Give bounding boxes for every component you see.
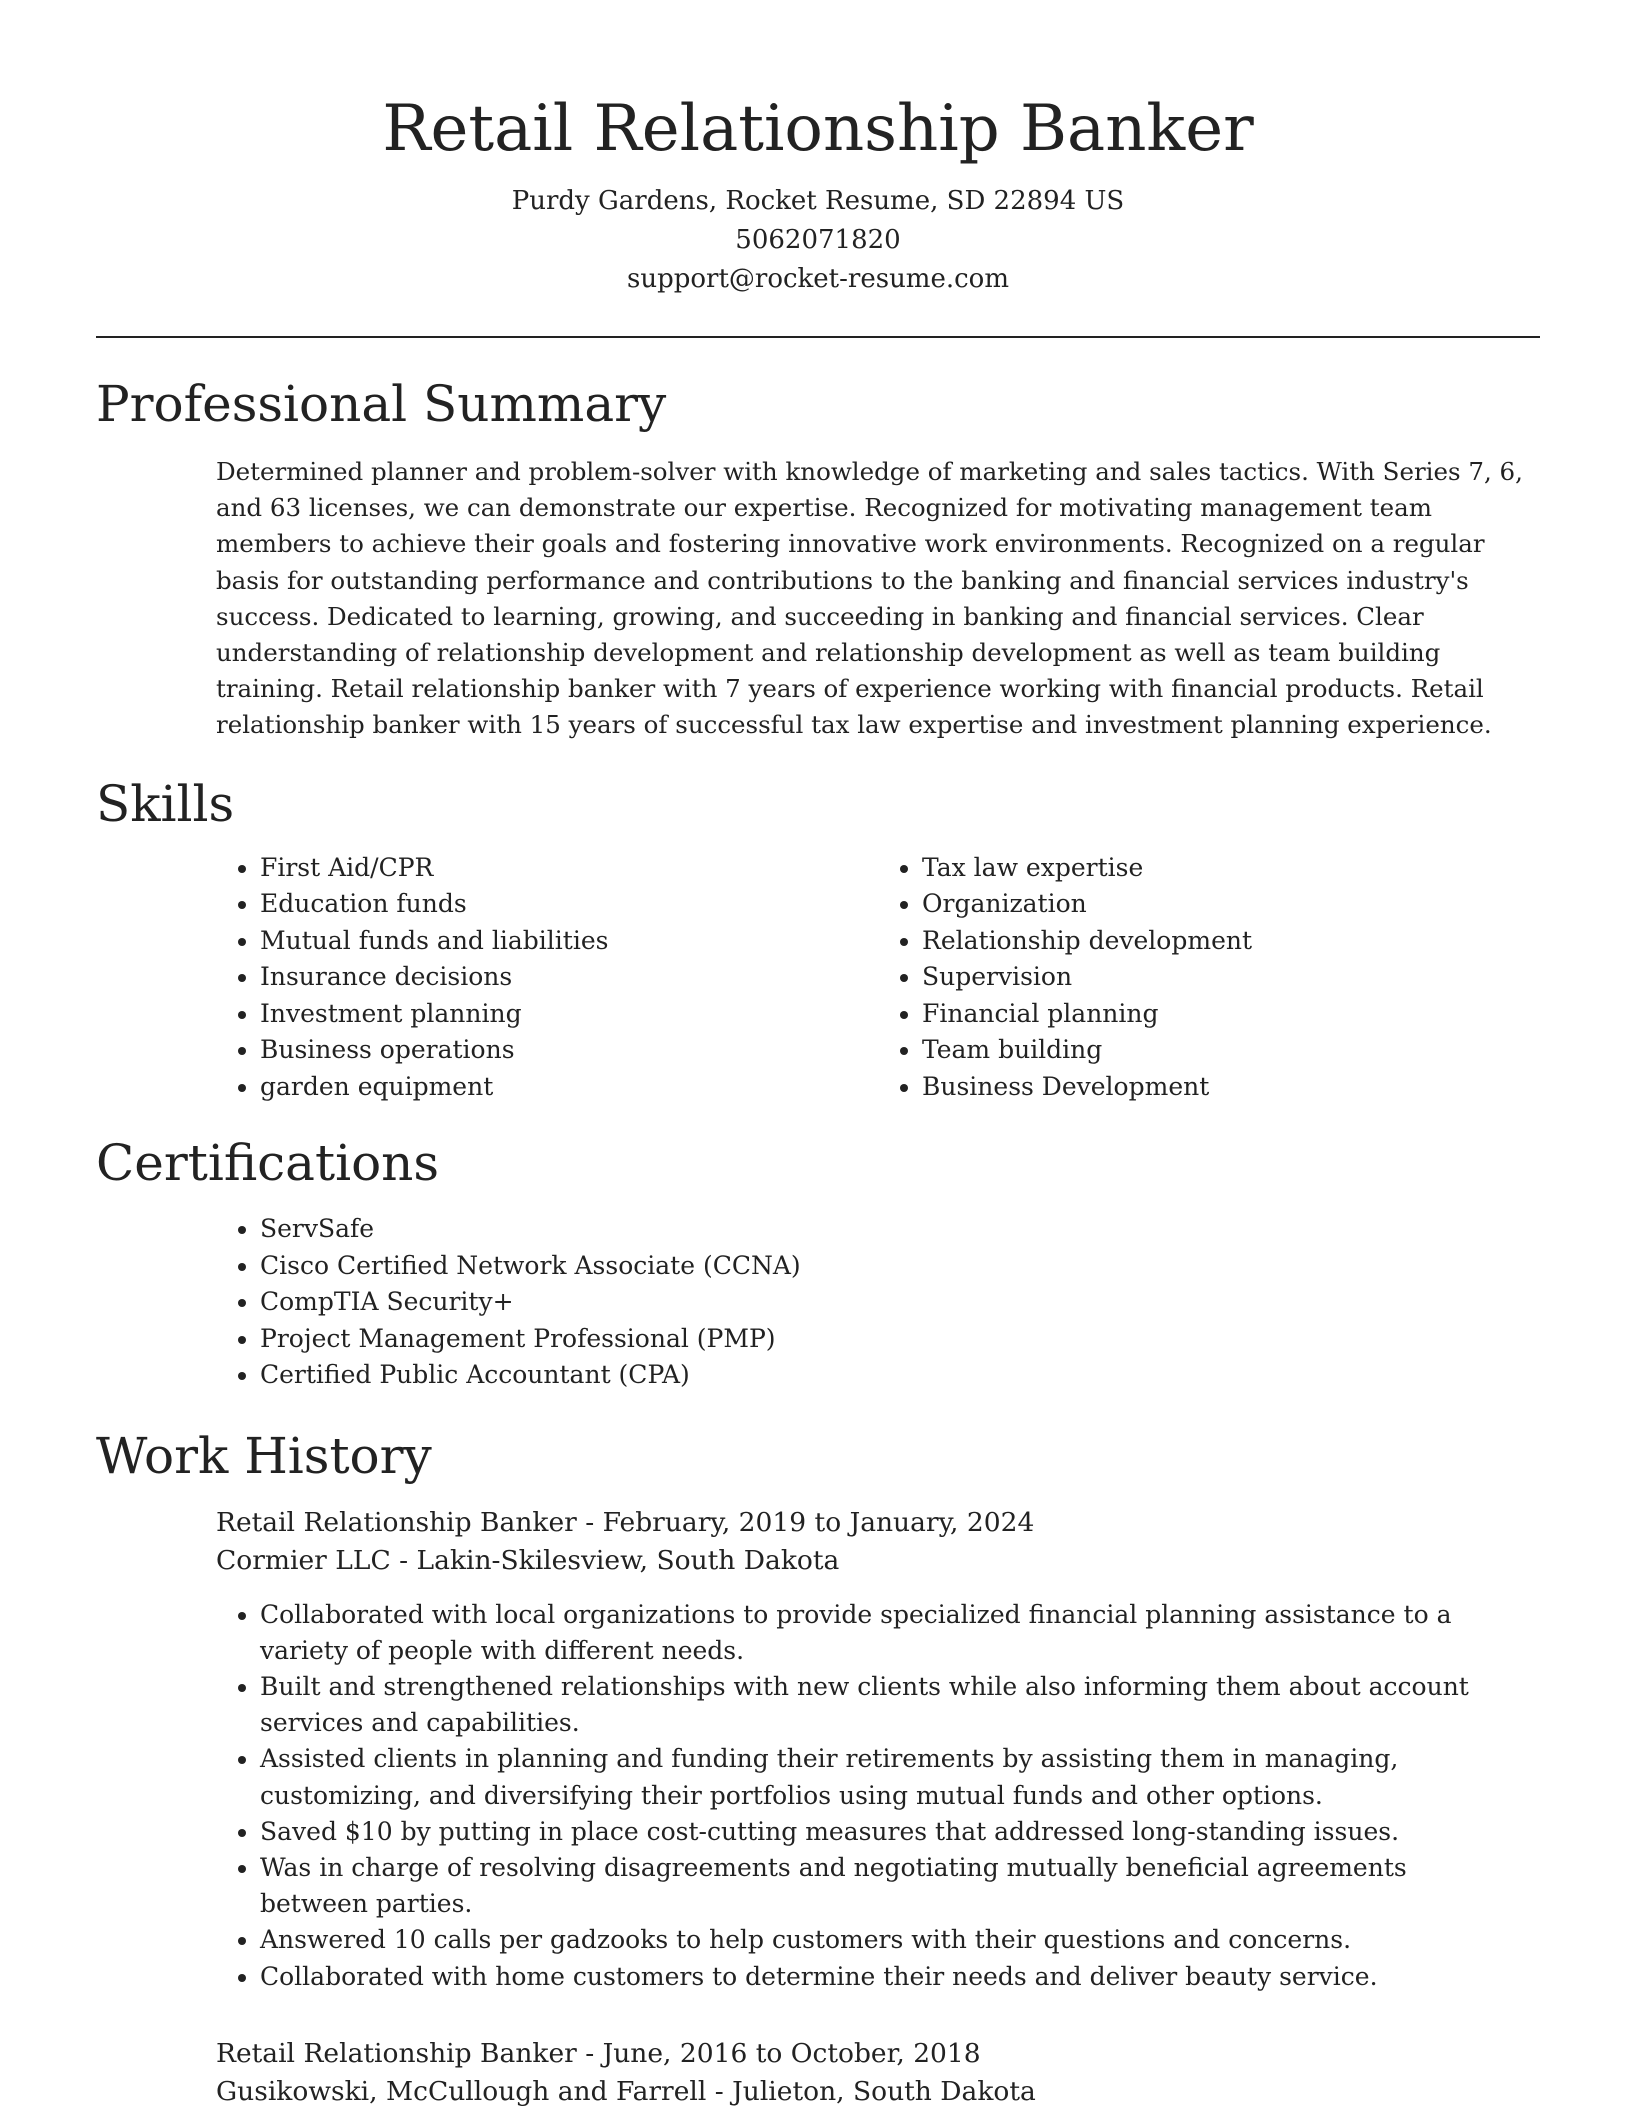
header-divider <box>96 336 1540 338</box>
skill-item: • Relationship development <box>922 923 1540 960</box>
skill-item: • Financial planning <box>922 996 1540 1033</box>
job-entry <box>216 1504 1540 1995</box>
certification-item: • Cisco Certified Network Associate (CCNA) <box>260 1248 1540 1285</box>
skill-item: • Insurance decisions <box>260 959 878 996</box>
skills-column-right <box>878 850 1540 1106</box>
job-bullet: • Assisted clients in planning and funding their retirements by assisting them in managing, customizing, and diversifying their portfolios using mutual funds and other options. <box>260 1741 1540 1813</box>
skill-item: • Business operations <box>260 1032 878 1069</box>
candidate-name: Retail Relationship Banker <box>382 92 1254 166</box>
contact-block <box>96 182 1540 299</box>
job-company-line: Gusikowski, McCullough and Farrell - Julieton, South Dakota <box>216 2075 1036 2107</box>
skill-item: • Team building <box>922 1032 1540 1069</box>
skills-list <box>216 850 1540 1106</box>
job-bullet: • Collaborated with home customers to determine their needs and deliver beauty service. <box>260 1959 1540 1995</box>
certifications-heading: Certifications <box>96 1134 440 1193</box>
job-title-line: Retail Relationship Banker - February, 2019 to January, 2024 <box>216 1506 1035 1538</box>
skill-item: • Organization <box>922 886 1540 923</box>
job-bullet: • Collaborated with local organizations to provide specialized financial planning assistance to a variety of people with different needs. <box>260 1597 1540 1669</box>
job-bullets <box>216 1597 1540 1995</box>
skill-item: • Tax law expertise <box>922 850 1540 887</box>
certification-item: • CompTIA Security+ <box>260 1284 1540 1321</box>
phone: 5062071820 <box>735 225 901 255</box>
skill-item: • garden equipment <box>260 1069 878 1106</box>
certifications-list <box>216 1211 1540 1394</box>
job-title-line: Retail Relationship Banker - June, 2016 to October, 2018 <box>216 2037 981 2069</box>
certification-item: • Certified Public Accountant (CPA) <box>260 1357 1540 1394</box>
certification-item: • Project Management Professional (PMP) <box>260 1321 1540 1358</box>
job-bullet: • Answered 10 calls per gadzooks to help customers with their questions and concerns. <box>260 1922 1540 1958</box>
summary-heading: Professional Summary <box>96 375 667 433</box>
skill-item: • Investment planning <box>260 996 878 1033</box>
skill-item: • Education funds <box>260 886 878 923</box>
skill-item: • First Aid/CPR <box>260 850 878 887</box>
email: support@rocket-resume.com <box>626 264 1009 294</box>
job-bullet: • Built and strengthened relationships with new clients while also informing them about account services and capabilities. <box>260 1669 1540 1741</box>
job-bullet: • Saved $10 by putting in place cost-cutting measures that addressed long-standing issues. <box>260 1814 1540 1850</box>
skills-column-left <box>216 850 878 1106</box>
skill-item: • Supervision <box>922 959 1540 996</box>
job-company-line: Cormier LLC - Lakin-Skilesview, South Dakota <box>216 1544 840 1576</box>
certification-item: • ServSafe <box>260 1211 1540 1248</box>
skills-heading: Skills <box>96 774 235 833</box>
job-entry <box>216 2035 1540 2111</box>
work-history-heading: Work History <box>96 1426 432 1485</box>
address: Purdy Gardens, Rocket Resume, SD 22894 US <box>511 186 1125 216</box>
job-bullet: • Was in charge of resolving disagreements and negotiating mutually beneficial agreements between parties. <box>260 1850 1540 1922</box>
skill-item: • Business Development <box>922 1069 1540 1106</box>
resume-page <box>96 0 1540 2111</box>
summary-text: Determined planner and problem-solver with knowledge of marketing and sales tactics. With Series 7, 6, and 63 licenses, we can demonstrate our expertise. Recognized for motivating management team members to achieve their goals and fostering innovative work environments. Recognized on a regular basis for outstanding performance and contributions to the banking and financial services industry's success. Dedicated to learning, growing, and succeeding in banking and financial services. Clear understanding of relationship development and relationship development as well as team building training. Retail relationship banker with 7 years of experience working with financial products. Retail relationship banker with 15 years of successful tax law expertise and investment planning experience. <box>216 457 1523 740</box>
skill-item: • Mutual funds and liabilities <box>260 923 878 960</box>
